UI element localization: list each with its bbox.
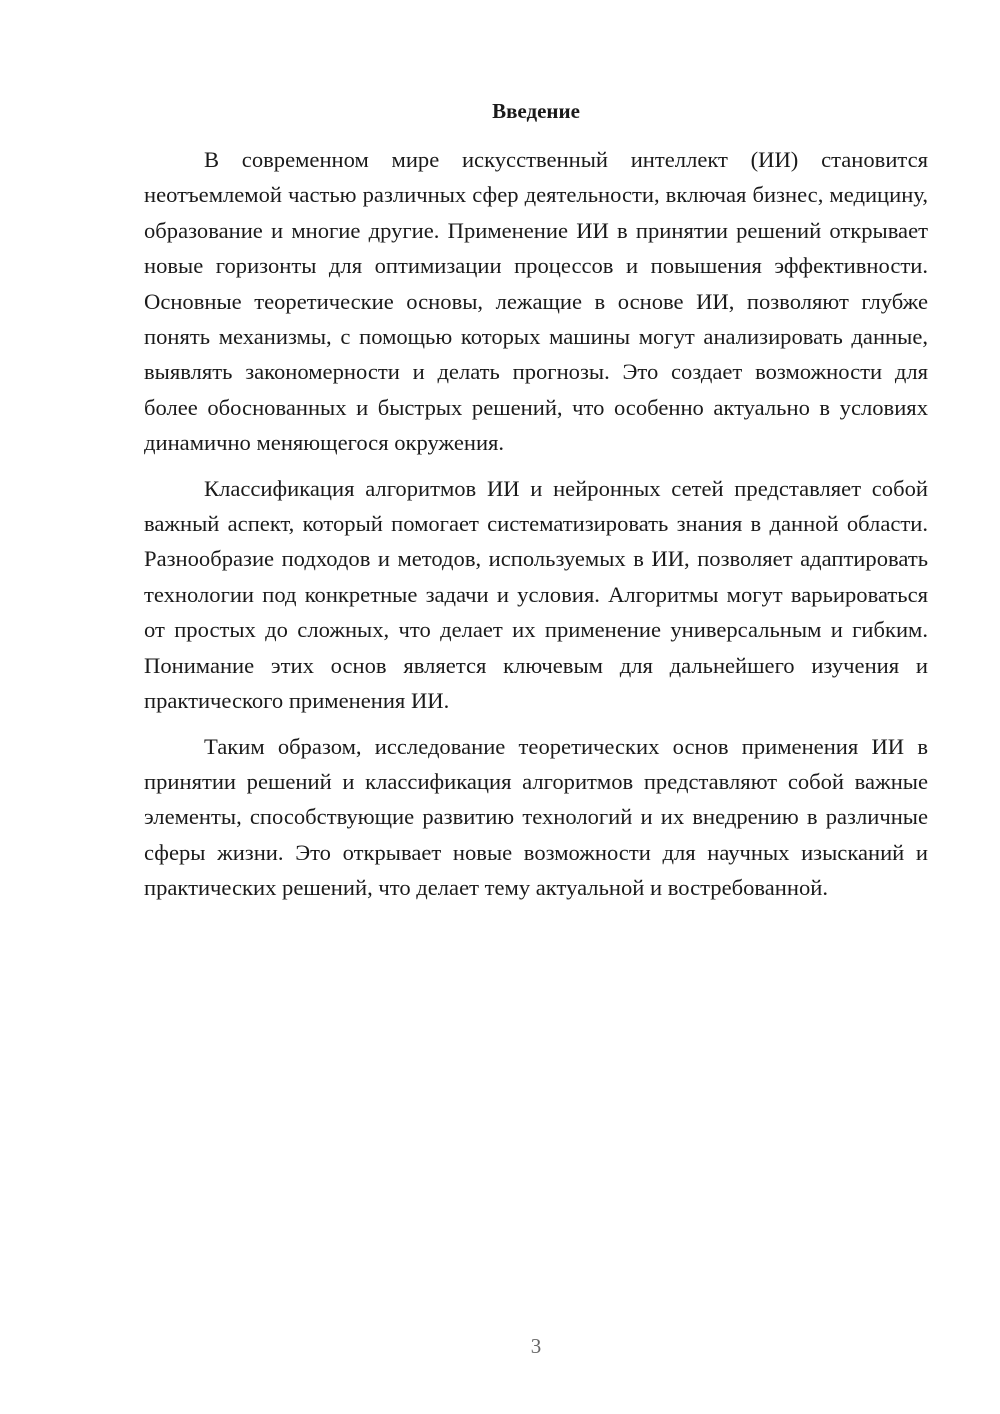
paragraph-1: В современном мире искусственный интеллект (ИИ) становится неотъемлемой частью различных сфер деятельности, включая бизнес, медицину, образование и многие другие. Применение ИИ в принятии решений открывает новые горизонты для оптимизации процессов и повышения эффективности. Основные теоретические основы, лежащие в основе ИИ, позволяют глубже понять механизмы, с помощью которых машины могут анализировать данные, выявлять закономерности и делать прогнозы. Это создает возможности для более обоснованных и быстрых решений, что особенно актуально в условиях динамично меняющегося окружения. (144, 147, 928, 456)
paragraph-3: Таким образом, исследование теоретических основ применения ИИ в принятии решений и классификация алгоритмов представляют собой важные элементы, способствующие развитию технологий и их внедрению в различные сферы жизни. Это открывает новые возможности для научных изысканий и практических решений, что делает тему актуальной и востребованной. (144, 733, 928, 901)
page-number: 3 (530, 1334, 542, 1358)
section-title: Введение (492, 99, 580, 123)
body-text (144, 142, 928, 906)
paragraph-2: Классификация алгоритмов ИИ и нейронных сетей представляет собой важный аспект, который помогает систематизировать знания в данной области. Разнообразие подходов и методов, используемых в ИИ, позволяет адаптировать технологии под конкретные задачи и условия. Алгоритмы могут варьироваться от простых до сложных, что делает их применение универсальным и гибким. Понимание этих основ является ключевым для дальнейшего изучения и практического применения ИИ. (144, 475, 928, 714)
